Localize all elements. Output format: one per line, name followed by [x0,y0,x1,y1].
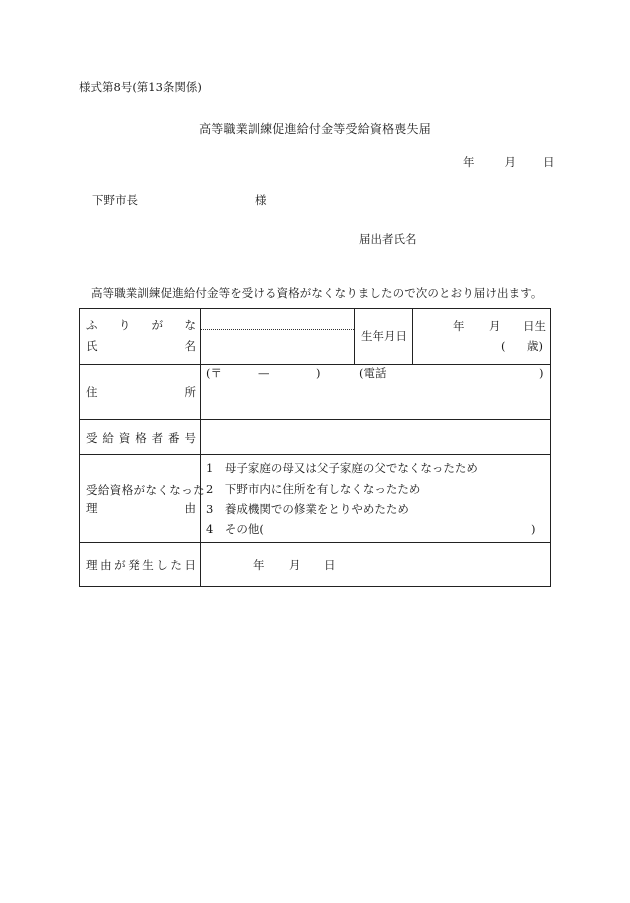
recipient-char: 格 [135,431,147,445]
occurred-char: た [170,558,182,572]
date-line [463,157,555,169]
occurred-year: 年 [253,558,265,572]
row-divider-3 [80,454,550,455]
reason-option-4[interactable]: 4 その他( [206,522,264,536]
postal-open: (〒 [206,366,222,380]
occurred-char: 発 [128,558,140,572]
occurred-char: 理 [86,558,98,572]
form-title: 高等職業訓練促進給付金等受給資格喪失届 [199,122,431,136]
furigana-label [86,320,196,332]
name-char: 名 [184,339,196,353]
date-day: 日 [543,155,555,169]
reason-other-close: ) [531,522,536,536]
furigana-char: ふ [86,318,98,332]
address-field[interactable] [201,383,549,418]
furigana-field[interactable] [201,310,353,328]
recipient-char: 給 [102,431,114,445]
age-label: 歳) [527,339,543,353]
reason-option-3[interactable]: 3 養成機関での修業をとりやめたため [206,502,409,516]
recipient-char: 資 [118,431,131,445]
addressee: 下野市長 [92,193,138,207]
birthdate-label: 生年月日 [361,329,407,343]
notifier-label: 届出者氏名 [359,232,417,246]
occurred-char: が [114,558,126,572]
occurred-char: 日 [184,558,196,572]
phone-close: ) [539,366,544,380]
date-year: 年 [463,155,475,169]
occurred-char: 由 [100,558,112,572]
occurred-date-field[interactable] [201,543,549,585]
occurred-char: 生 [142,558,154,572]
occurred-char: し [156,558,168,572]
address-char: 所 [184,385,196,399]
intro-text: 高等職業訓練促進給付金等を受ける資格がなくなりましたので次のとおり届け出ます。 [91,286,543,300]
phone-label: (電話 [359,366,387,380]
form-table [79,308,551,587]
address-label [86,387,196,399]
form-number: 様式第8号(第13条関係) [79,80,202,94]
reason-label-line1: 受給資格がなくなった [86,483,205,497]
name-label [86,341,196,353]
furigana-char: り [118,318,131,332]
recipient-char: 号 [184,431,196,445]
name-birth-divider-right [412,309,413,364]
occurred-date-label [86,560,196,572]
reason-label-line2 [86,503,196,515]
birth-month: 月 [489,319,501,333]
occurred-month: 月 [289,558,301,572]
furigana-divider [201,329,354,330]
name-field[interactable] [201,331,353,363]
age-open: ( [501,339,506,353]
occurred-day: 日 [324,558,336,572]
recipient-number-label [86,433,196,445]
date-month: 月 [504,155,516,169]
birth-year: 年 [453,319,465,333]
name-char: 氏 [86,339,98,353]
furigana-char: が [151,318,164,332]
postal-close: ) [316,366,321,380]
reason-char: 由 [184,501,196,515]
recipient-char: 番 [168,431,180,445]
recipient-char: 受 [86,431,98,445]
postal-dash: — [258,366,270,380]
recipient-number-field[interactable] [201,420,549,453]
reason-option-2[interactable]: 2 下野市内に住所を有しなくなったため [206,482,421,496]
recipient-char: 者 [151,431,164,445]
address-char: 住 [86,385,98,399]
reason-option-1[interactable]: 1 母子家庭の母又は父子家庭の父でなくなったため [206,461,478,475]
birth-day: 日生 [523,319,546,333]
reason-char: 理 [86,501,98,515]
row-divider-1 [80,364,550,365]
honorific: 様 [255,193,267,207]
name-birth-divider-left [354,309,355,364]
furigana-char: な [184,318,196,332]
